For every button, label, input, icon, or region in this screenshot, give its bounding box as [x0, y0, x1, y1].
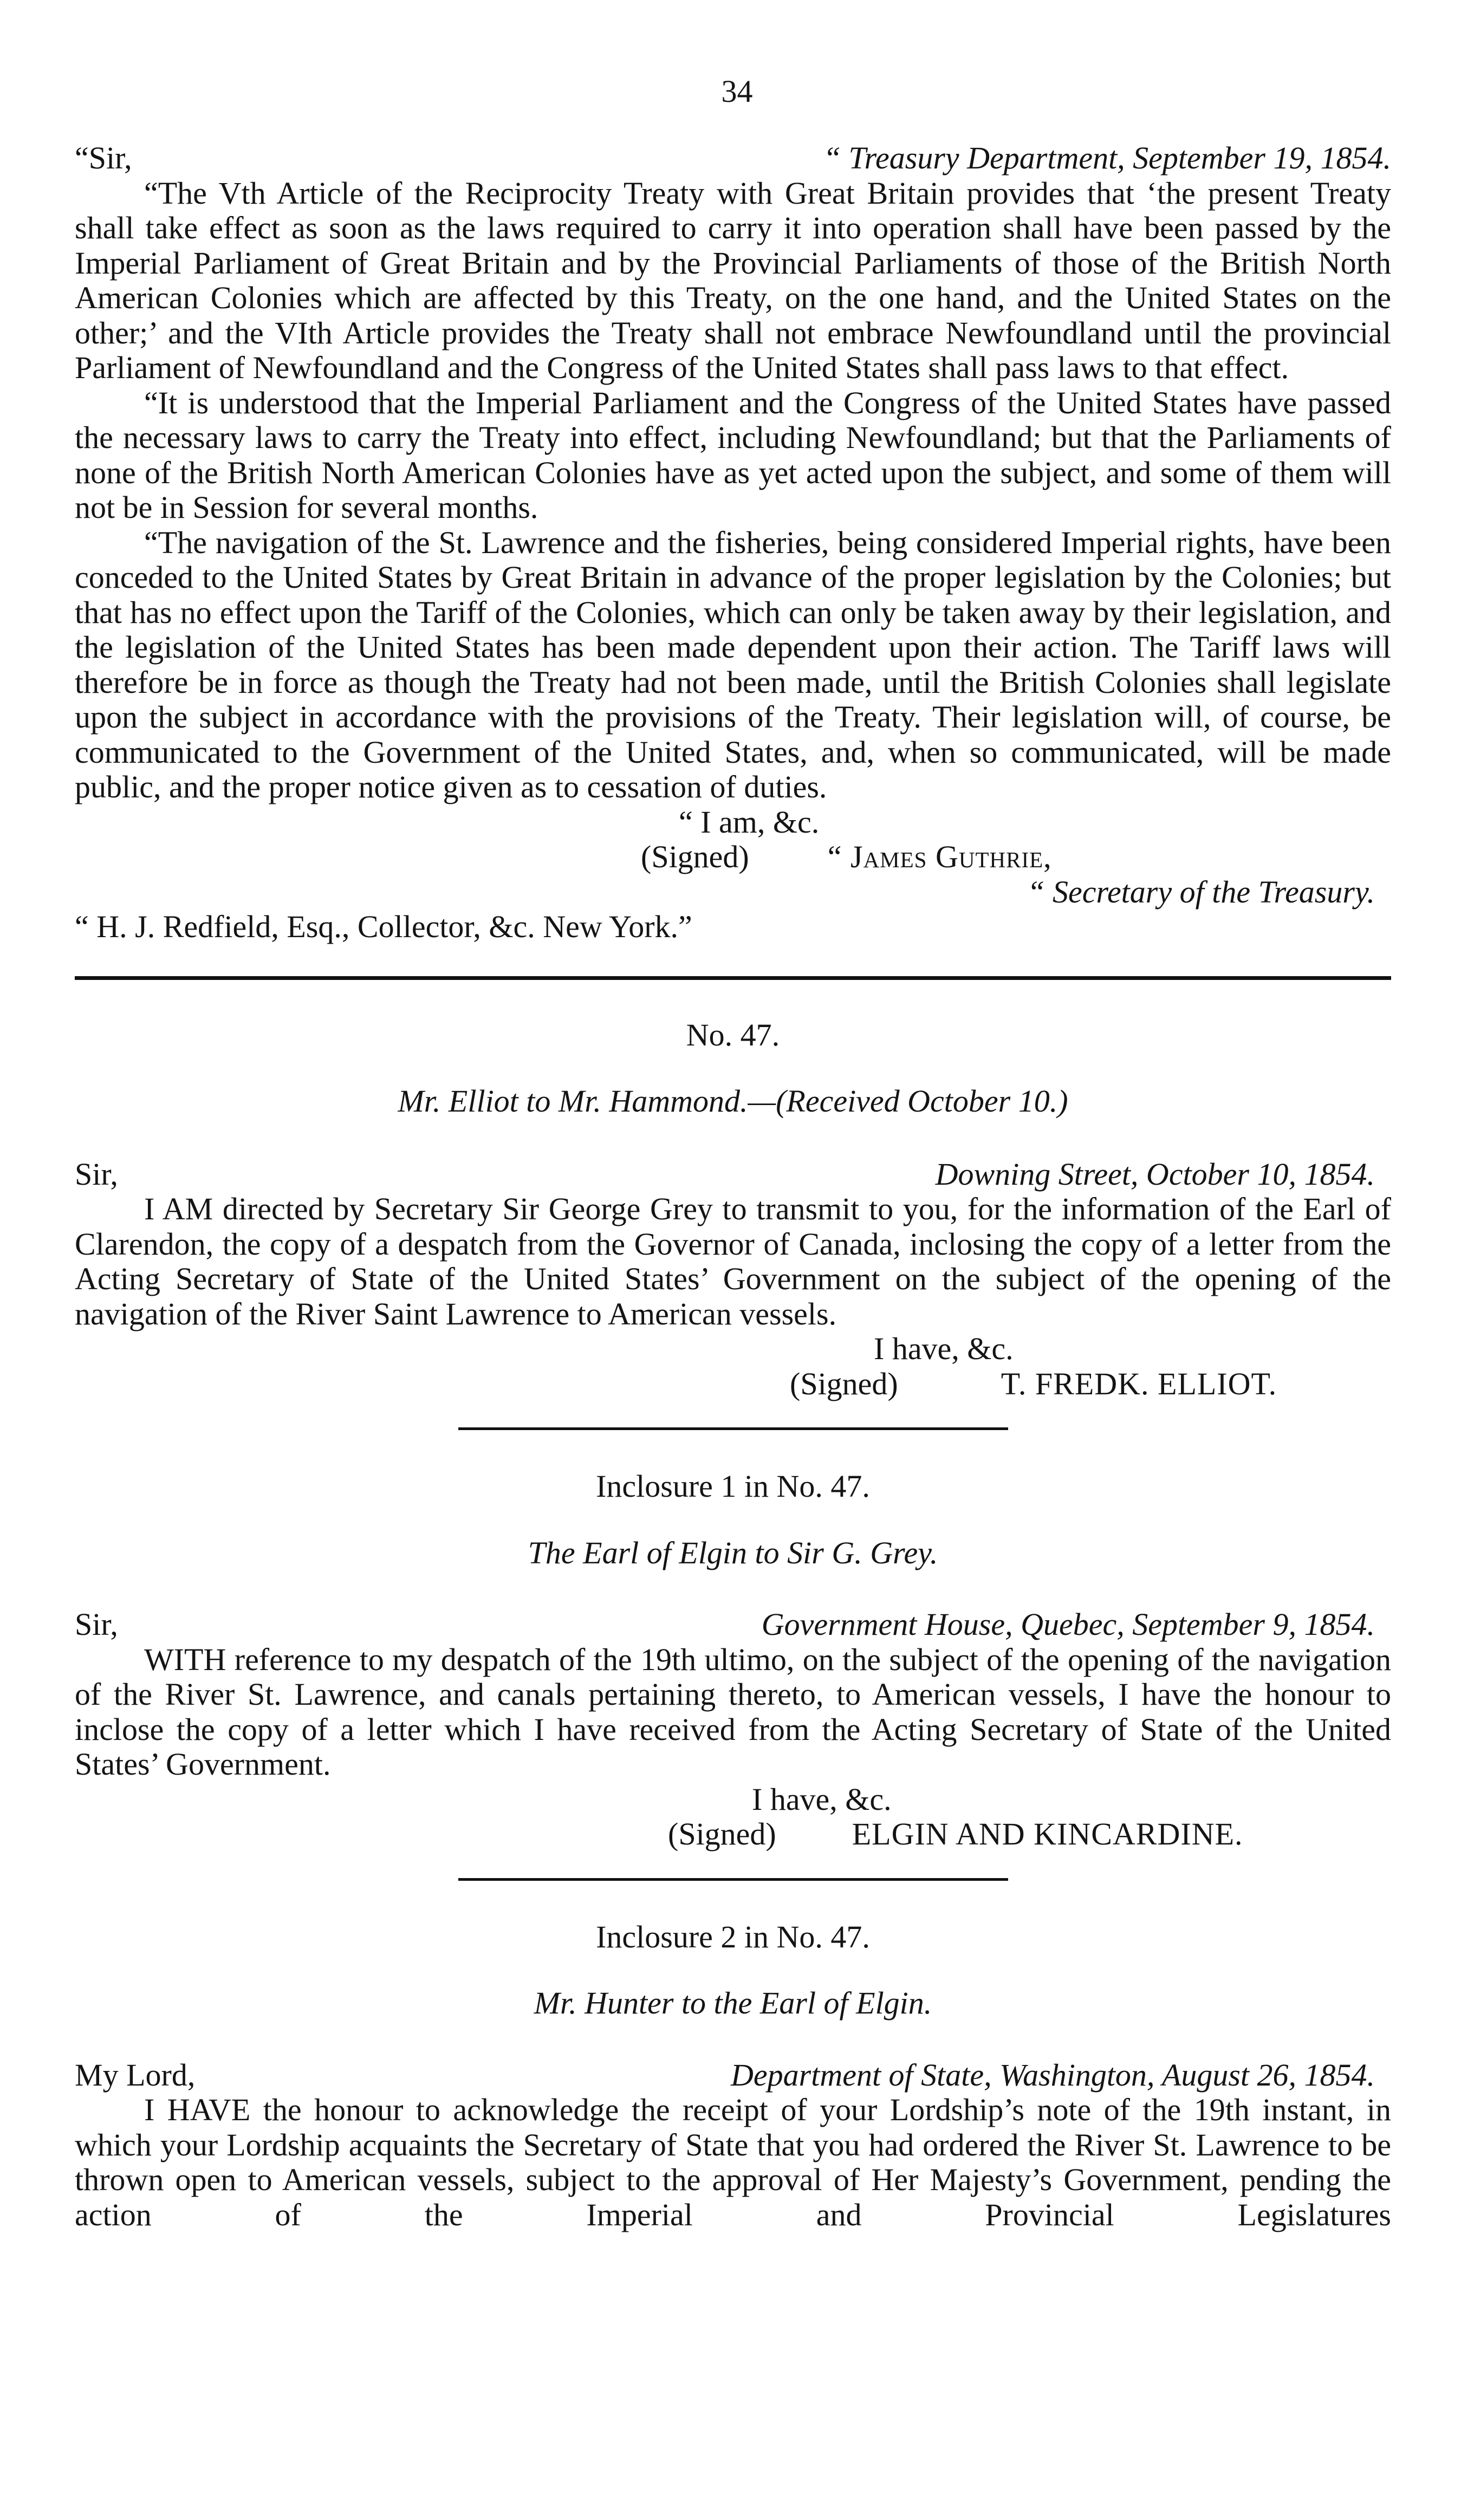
letter-header — [75, 1607, 1391, 1642]
section-subheading: Mr. Hunter to the Earl of Elgin. — [534, 1985, 932, 2021]
paragraph: I HAVE the honour to acknowledge the receipt of your Lordship’s note of the 19th instant, in which your Lordship acquaints the Secretary of State that you had ordered the River St. Lawrence to be thrown open to American vessels, subject to the approval of Her Majesty’s Government, pending the action of the Imperial and Provincial Legislatures — [75, 2092, 1391, 2232]
signature-block — [75, 840, 1391, 875]
signature-block — [75, 1367, 1391, 1402]
signed-label: (Signed) — [668, 1816, 776, 1852]
paragraph: “The Vth Article of the Reciprocity Treaty with Great Britain provides that ‘the present Treaty shall take effect as soon as the laws required to carry it into operation shall have been passed by the Imperial Parliament of Great Britain and by the Provincial Parliaments of those of the British North American Colonies which are affected by this Treaty, on the one hand, and the United States on the other;’ and the VIth Article provides the Treaty shall not embrace Newfoundland until the provincial Parliament of Newfoundland and the Congress of the United States shall pass laws to that effect. — [75, 175, 1391, 385]
page-number: 34 — [721, 74, 753, 109]
salutation: “Sir, — [75, 140, 132, 176]
section-divider — [458, 1878, 1008, 1881]
section-divider — [458, 1427, 1008, 1430]
section-heading: No. 47. — [686, 1017, 780, 1053]
signer-name: T. FREDK. ELLIOT. — [1001, 1366, 1277, 1401]
letter-header — [75, 1157, 1391, 1192]
salutation: Sir, — [75, 1607, 118, 1642]
closing: I have, &c. — [752, 1781, 892, 1817]
closing: I have, &c. — [874, 1331, 1014, 1366]
section-subheading: The Earl of Elgin to Sir G. Grey. — [528, 1535, 938, 1570]
place-date: Downing Street, October 10, 1854. — [935, 1156, 1375, 1192]
place-date: Government House, Quebec, September 9, 1854. — [761, 1607, 1375, 1642]
signer-name: “ James Guthrie, — [827, 839, 1052, 874]
place-date: Department of State, Washington, August 26, 1854. — [731, 2057, 1375, 2093]
place-date: “ Treasury Department, September 19, 1854. — [823, 140, 1391, 176]
paragraph: I AM directed by Secretary Sir George Grey to transmit to you, for the information of the Earl of Clarendon, the copy of a despatch from the Governor of Canada, inclosing the copy of a letter from the Acting Secretary of State of the United States’ Government on the subject of the opening of the navigation of the River Saint Lawrence to American vessels. — [75, 1191, 1391, 1332]
paragraph: “It is understood that the Imperial Parliament and the Congress of the United States have passed the necessary laws to carry the Treaty into effect, including Newfoundland; but that the Parliaments of none of the British North American Colonies have as yet acted upon the subject, and some of them will not be in Session for several months. — [75, 385, 1391, 525]
signed-label: (Signed) — [790, 1366, 898, 1401]
section-divider — [75, 976, 1391, 980]
signed-label: (Signed) — [641, 839, 749, 874]
address-line: “ H. J. Redfield, Esq., Collector, &c. New York.” — [75, 909, 692, 944]
signer-title: “ Secretary of the Treasury. — [1027, 874, 1375, 910]
paragraph: WITH reference to my despatch of the 19th ultimo, on the subject of the opening of the navigation of the River St. Lawrence, and canals pertaining thereto, to American vessels, I have the honour to inclose the copy of a letter which I have received from the Acting Secretary of State of the United States’ Government. — [75, 1641, 1391, 1782]
page-content — [75, 70, 1391, 2232]
section-subheading: Mr. Elliot to Mr. Hammond.—(Received October 10.) — [398, 1083, 1068, 1119]
section-heading: Inclosure 1 in No. 47. — [596, 1469, 870, 1504]
letter-header — [75, 2058, 1391, 2093]
signature-block — [75, 1817, 1391, 1852]
signer-name: ELGIN AND KINCARDINE. — [852, 1816, 1243, 1852]
section-heading: Inclosure 2 in No. 47. — [596, 1919, 870, 1954]
paragraph: “The navigation of the St. Lawrence and the fisheries, being considered Imperial rights, have been conceded to the United States by Great Britain in advance of the proper legislation by the Colonies; but that has no effect upon the Tariff of the Colonies, which can only be taken away by their legislation, and the legislation of the United States has been made dependent upon their action. The Tariff laws will therefore be in force as though the Treaty had not been made, until the British Colonies shall legislate upon the subject in accordance with the provisions of the Treaty. Their legislation will, of course, be communicated to the Government of the United States, and, when so communicated, will be made public, and the proper notice given as to cessation of duties. — [75, 524, 1391, 804]
letter-header — [75, 141, 1391, 176]
closing: “ I am, &c. — [679, 804, 820, 840]
salutation: My Lord, — [75, 2057, 196, 2093]
salutation: Sir, — [75, 1156, 118, 1192]
